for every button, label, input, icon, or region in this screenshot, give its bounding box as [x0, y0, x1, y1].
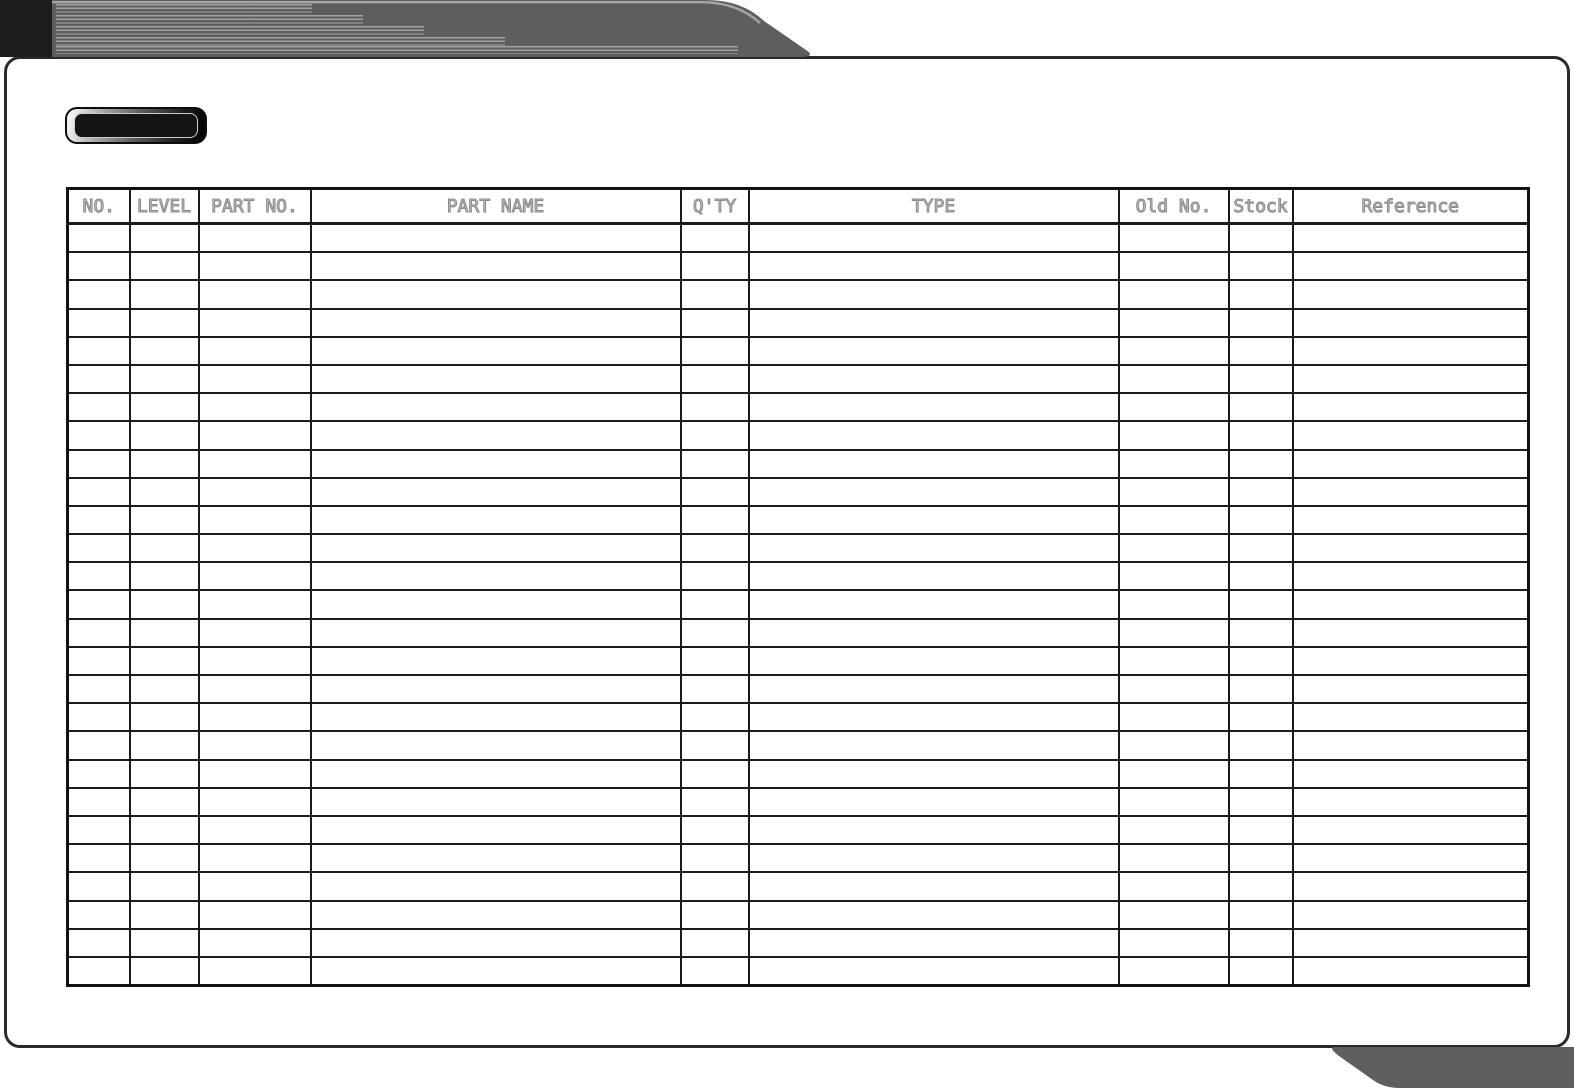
- table-cell: [130, 675, 199, 703]
- banner-stripes-step5: [56, 46, 738, 54]
- table-cell: [1293, 731, 1529, 759]
- table-cell: [68, 760, 130, 788]
- banner-stripes-step4: [56, 37, 505, 46]
- table-cell: [749, 929, 1119, 957]
- table-cell: [1293, 816, 1529, 844]
- table-cell: [199, 309, 311, 337]
- table-cell: [681, 957, 749, 986]
- table-cell: [749, 280, 1119, 308]
- table-cell: [130, 760, 199, 788]
- table-cell: [681, 731, 749, 759]
- table-row: [68, 506, 1529, 534]
- table-row: [68, 590, 1529, 618]
- table-body: [68, 224, 1529, 986]
- table-cell: [749, 703, 1119, 731]
- table-cell: [130, 901, 199, 929]
- table-cell: [311, 872, 681, 900]
- table-cell: [311, 590, 681, 618]
- table-cell: [749, 421, 1119, 449]
- table-cell: [681, 252, 749, 280]
- table-cell: [1119, 337, 1229, 365]
- table-cell: [199, 562, 311, 590]
- table-cell: [311, 478, 681, 506]
- column-header-q-ty: Q'TY: [681, 189, 749, 224]
- table-cell: [130, 506, 199, 534]
- table-cell: [1119, 562, 1229, 590]
- table-cell: [1229, 309, 1293, 337]
- table-cell: [311, 280, 681, 308]
- table-cell: [1293, 957, 1529, 986]
- table-cell: [68, 647, 130, 675]
- table-cell: [1293, 703, 1529, 731]
- table-cell: [749, 252, 1119, 280]
- table-cell: [1119, 365, 1229, 393]
- table-cell: [1229, 647, 1293, 675]
- table-cell: [749, 393, 1119, 421]
- table-cell: [1293, 647, 1529, 675]
- table-cell: [68, 816, 130, 844]
- table-cell: [68, 731, 130, 759]
- table-cell: [1229, 280, 1293, 308]
- table-cell: [311, 252, 681, 280]
- table-cell: [199, 760, 311, 788]
- table-cell: [68, 280, 130, 308]
- table-cell: [130, 337, 199, 365]
- table-row: [68, 872, 1529, 900]
- table-cell: [1229, 675, 1293, 703]
- table-cell: [681, 647, 749, 675]
- table-cell: [130, 224, 199, 253]
- table-cell: [68, 872, 130, 900]
- column-header-stock: Stock: [1229, 189, 1293, 224]
- table-cell: [130, 844, 199, 872]
- table-cell: [130, 365, 199, 393]
- table-cell: [1119, 450, 1229, 478]
- table-cell: [130, 703, 199, 731]
- column-header-no: NO.: [68, 189, 130, 224]
- table-cell: [749, 957, 1119, 986]
- table-cell: [681, 929, 749, 957]
- table-cell: [1293, 619, 1529, 647]
- table-cell: [130, 619, 199, 647]
- table-cell: [749, 365, 1119, 393]
- model-badge-plate: [65, 107, 207, 144]
- table-cell: [1229, 478, 1293, 506]
- table-cell: [681, 478, 749, 506]
- table-cell: [749, 844, 1119, 872]
- table-cell: [199, 506, 311, 534]
- table-cell: [1293, 872, 1529, 900]
- table-cell: [1229, 957, 1293, 986]
- table-cell: [130, 788, 199, 816]
- table-cell: [1293, 337, 1529, 365]
- table-cell: [199, 393, 311, 421]
- table-cell: [681, 760, 749, 788]
- table-cell: [130, 731, 199, 759]
- table-row: [68, 280, 1529, 308]
- table-row: [68, 421, 1529, 449]
- table-cell: [311, 562, 681, 590]
- table-cell: [749, 478, 1119, 506]
- table-cell: [311, 901, 681, 929]
- table-row: [68, 647, 1529, 675]
- table-cell: [749, 760, 1119, 788]
- table-cell: [68, 534, 130, 562]
- table-cell: [1119, 252, 1229, 280]
- table-cell: [130, 872, 199, 900]
- table-cell: [68, 252, 130, 280]
- table-cell: [681, 280, 749, 308]
- table-cell: [1293, 562, 1529, 590]
- table-cell: [1119, 309, 1229, 337]
- table-cell: [681, 421, 749, 449]
- table-cell: [681, 619, 749, 647]
- table-cell: [749, 872, 1119, 900]
- table-row: [68, 788, 1529, 816]
- table-cell: [68, 929, 130, 957]
- table-cell: [311, 393, 681, 421]
- table-cell: [1293, 280, 1529, 308]
- table-cell: [311, 788, 681, 816]
- table-cell: [311, 731, 681, 759]
- table-cell: [68, 703, 130, 731]
- bottom-right-corner-graphic: [1326, 1047, 1574, 1088]
- table-cell: [749, 224, 1119, 253]
- table-cell: [749, 506, 1119, 534]
- table-cell: [68, 901, 130, 929]
- table-cell: [199, 365, 311, 393]
- table-row: [68, 957, 1529, 986]
- table-row: [68, 534, 1529, 562]
- table-cell: [68, 450, 130, 478]
- table-cell: [1293, 365, 1529, 393]
- table-cell: [681, 816, 749, 844]
- table-cell: [68, 562, 130, 590]
- table-cell: [199, 421, 311, 449]
- table-cell: [1229, 816, 1293, 844]
- table-cell: [1119, 675, 1229, 703]
- table-cell: [681, 365, 749, 393]
- table-cell: [130, 280, 199, 308]
- table-cell: [1119, 224, 1229, 253]
- table-cell: [681, 788, 749, 816]
- table-cell: [1229, 590, 1293, 618]
- column-header-reference: Reference: [1293, 189, 1529, 224]
- table-cell: [1229, 224, 1293, 253]
- table-cell: [68, 844, 130, 872]
- table-cell: [1293, 929, 1529, 957]
- table-row: [68, 478, 1529, 506]
- table-cell: [749, 675, 1119, 703]
- table-cell: [681, 675, 749, 703]
- table-cell: [1119, 506, 1229, 534]
- table-row: [68, 393, 1529, 421]
- table-cell: [130, 421, 199, 449]
- table-cell: [68, 788, 130, 816]
- table-cell: [68, 309, 130, 337]
- table-cell: [1293, 901, 1529, 929]
- table-cell: [749, 816, 1119, 844]
- table-row: [68, 252, 1529, 280]
- table-row: [68, 309, 1529, 337]
- table-cell: [130, 647, 199, 675]
- table-cell: [1229, 450, 1293, 478]
- table-cell: [1119, 872, 1229, 900]
- table-cell: [68, 478, 130, 506]
- table-cell: [199, 590, 311, 618]
- table-cell: [1119, 844, 1229, 872]
- table-cell: [1293, 760, 1529, 788]
- table-cell: [1293, 393, 1529, 421]
- table-row: [68, 562, 1529, 590]
- banner-stripes-step2: [56, 15, 363, 26]
- table-cell: [68, 421, 130, 449]
- table-cell: [1229, 619, 1293, 647]
- table-cell: [130, 309, 199, 337]
- table-cell: [311, 647, 681, 675]
- table-cell: [1229, 901, 1293, 929]
- table-row: [68, 337, 1529, 365]
- table-cell: [1119, 957, 1229, 986]
- banner-stripes-step1: [56, 4, 312, 15]
- table-cell: [1119, 647, 1229, 675]
- table-cell: [1229, 506, 1293, 534]
- table-cell: [1229, 788, 1293, 816]
- table-cell: [749, 562, 1119, 590]
- table-cell: [1293, 844, 1529, 872]
- table-cell: [130, 252, 199, 280]
- table-cell: [1229, 393, 1293, 421]
- table-cell: [681, 534, 749, 562]
- table-cell: [199, 816, 311, 844]
- table-cell: [130, 393, 199, 421]
- table-cell: [1293, 252, 1529, 280]
- table-cell: [311, 421, 681, 449]
- table-cell: [311, 337, 681, 365]
- table-cell: [1293, 675, 1529, 703]
- model-badge-rim: [67, 109, 205, 142]
- table-cell: [311, 619, 681, 647]
- table-cell: [681, 901, 749, 929]
- table-cell: [1293, 450, 1529, 478]
- table-cell: [681, 590, 749, 618]
- table-cell: [681, 337, 749, 365]
- table-cell: [199, 224, 311, 253]
- table-cell: [1293, 309, 1529, 337]
- model-badge-core: [74, 113, 198, 138]
- table-cell: [199, 731, 311, 759]
- table-cell: [199, 280, 311, 308]
- table-cell: [68, 619, 130, 647]
- table-cell: [199, 844, 311, 872]
- column-header-part-no: PART NO.: [199, 189, 311, 224]
- table-cell: [1119, 901, 1229, 929]
- table-cell: [1119, 760, 1229, 788]
- table-cell: [1293, 788, 1529, 816]
- table-cell: [681, 450, 749, 478]
- table-cell: [68, 590, 130, 618]
- table-cell: [681, 393, 749, 421]
- table-cell: [749, 337, 1119, 365]
- table-cell: [1229, 703, 1293, 731]
- table-cell: [749, 534, 1119, 562]
- table-cell: [1293, 506, 1529, 534]
- table-cell: [681, 844, 749, 872]
- column-header-level: LEVEL: [130, 189, 199, 224]
- table-cell: [68, 675, 130, 703]
- table-cell: [199, 675, 311, 703]
- table-cell: [130, 534, 199, 562]
- table-row: [68, 901, 1529, 929]
- table-cell: [1293, 224, 1529, 253]
- table-cell: [1293, 421, 1529, 449]
- table-cell: [311, 816, 681, 844]
- table-cell: [311, 760, 681, 788]
- table-cell: [749, 647, 1119, 675]
- table-cell: [1119, 703, 1229, 731]
- table-cell: [130, 450, 199, 478]
- table-header-row: [68, 189, 1529, 224]
- table-row: [68, 760, 1529, 788]
- table-cell: [1229, 929, 1293, 957]
- table-cell: [749, 731, 1119, 759]
- table-cell: [1119, 421, 1229, 449]
- table-cell: [749, 590, 1119, 618]
- table-cell: [749, 450, 1119, 478]
- table-cell: [199, 252, 311, 280]
- table-cell: [199, 929, 311, 957]
- table-cell: [68, 365, 130, 393]
- table-cell: [681, 872, 749, 900]
- table-cell: [1293, 478, 1529, 506]
- table-cell: [311, 365, 681, 393]
- table-cell: [1119, 788, 1229, 816]
- table-cell: [311, 675, 681, 703]
- table-cell: [68, 337, 130, 365]
- parts-list-table: [66, 187, 1530, 987]
- table-cell: [1119, 929, 1229, 957]
- table-cell: [1229, 365, 1293, 393]
- table-cell: [1119, 590, 1229, 618]
- table-cell: [1293, 534, 1529, 562]
- table-cell: [130, 478, 199, 506]
- table-cell: [311, 844, 681, 872]
- table-cell: [311, 703, 681, 731]
- table-cell: [311, 957, 681, 986]
- table-cell: [1229, 562, 1293, 590]
- table-cell: [68, 957, 130, 986]
- table-cell: [311, 309, 681, 337]
- top-left-corner-block: [0, 0, 52, 57]
- table-cell: [199, 478, 311, 506]
- table-cell: [1229, 534, 1293, 562]
- table-cell: [311, 929, 681, 957]
- table-row: [68, 365, 1529, 393]
- table-cell: [1119, 816, 1229, 844]
- table-cell: [130, 590, 199, 618]
- table-cell: [1229, 731, 1293, 759]
- table-cell: [68, 224, 130, 253]
- table-cell: [1119, 619, 1229, 647]
- table-cell: [1229, 421, 1293, 449]
- table-cell: [1229, 872, 1293, 900]
- table-cell: [1229, 844, 1293, 872]
- table-cell: [1229, 337, 1293, 365]
- table-cell: [130, 562, 199, 590]
- table-cell: [681, 562, 749, 590]
- table-cell: [199, 647, 311, 675]
- table-cell: [199, 872, 311, 900]
- table-cell: [681, 309, 749, 337]
- table-cell: [681, 506, 749, 534]
- table-cell: [199, 901, 311, 929]
- table-cell: [1293, 590, 1529, 618]
- column-header-part-name: PART NAME: [311, 189, 681, 224]
- table-row: [68, 703, 1529, 731]
- table-row: [68, 224, 1529, 253]
- table-cell: [199, 450, 311, 478]
- table-cell: [199, 534, 311, 562]
- table-cell: [199, 703, 311, 731]
- table-cell: [749, 309, 1119, 337]
- column-header-old-no: Old No.: [1119, 189, 1229, 224]
- table-row: [68, 731, 1529, 759]
- table-row: [68, 450, 1529, 478]
- table-cell: [749, 619, 1119, 647]
- table-cell: [130, 816, 199, 844]
- table-row: [68, 844, 1529, 872]
- table-cell: [1119, 731, 1229, 759]
- table-cell: [199, 337, 311, 365]
- table-row: [68, 816, 1529, 844]
- table-cell: [749, 901, 1119, 929]
- table-cell: [130, 929, 199, 957]
- table-cell: [681, 224, 749, 253]
- table-cell: [199, 957, 311, 986]
- table-cell: [1119, 280, 1229, 308]
- table-row: [68, 929, 1529, 957]
- banner-stripes-step3: [56, 26, 424, 37]
- table-cell: [1229, 252, 1293, 280]
- table-row: [68, 619, 1529, 647]
- table-cell: [68, 393, 130, 421]
- column-header-type: TYPE: [749, 189, 1119, 224]
- table-cell: [68, 506, 130, 534]
- table-cell: [1229, 760, 1293, 788]
- table-cell: [199, 619, 311, 647]
- table-cell: [199, 788, 311, 816]
- table-row: [68, 675, 1529, 703]
- table-cell: [311, 450, 681, 478]
- table-cell: [681, 703, 749, 731]
- table-cell: [1119, 393, 1229, 421]
- table-cell: [749, 788, 1119, 816]
- table-cell: [311, 224, 681, 253]
- table-cell: [311, 506, 681, 534]
- table-cell: [1119, 534, 1229, 562]
- table-cell: [130, 957, 199, 986]
- table-cell: [311, 534, 681, 562]
- table-cell: [1119, 478, 1229, 506]
